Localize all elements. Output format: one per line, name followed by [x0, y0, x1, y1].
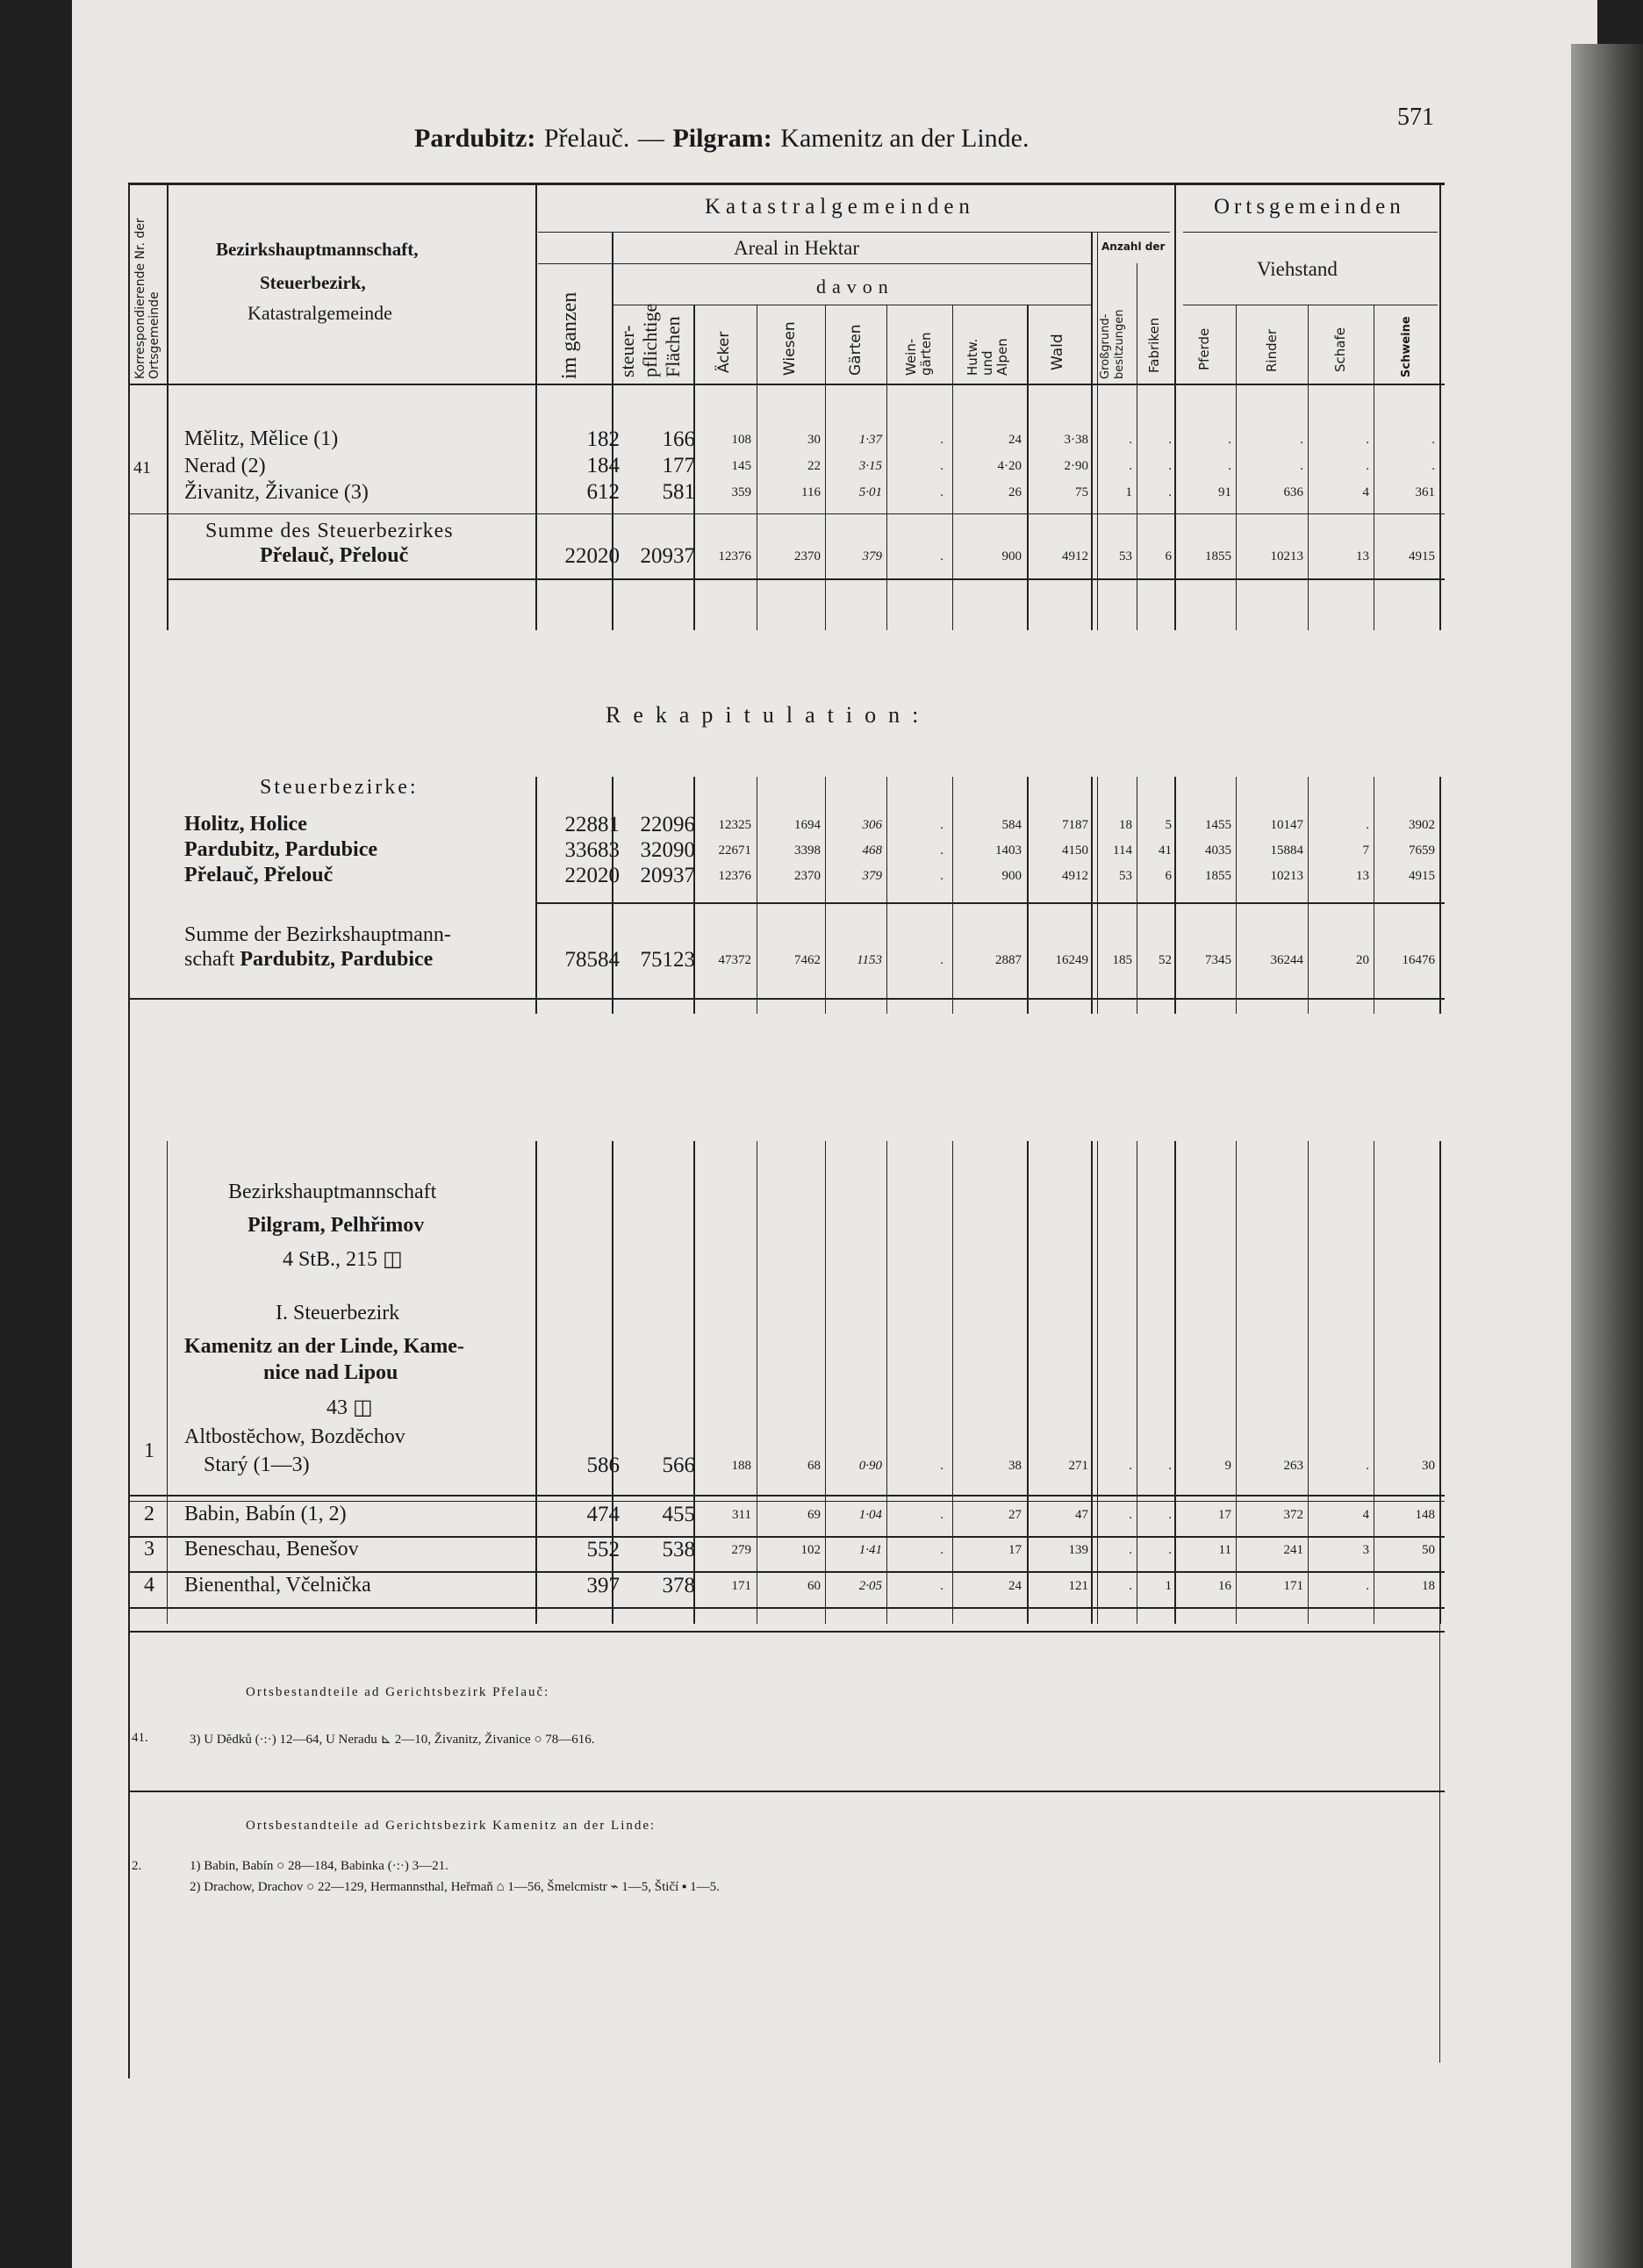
cell-gross: . [1129, 459, 1132, 473]
cell-pferde: . [1228, 459, 1231, 473]
cell-hutw: 900 [1001, 549, 1022, 563]
cell-rinder: 171 [1283, 1579, 1303, 1593]
cell-steuer: 75123 [640, 948, 695, 972]
cell-schweine: 7659 [1409, 843, 1435, 858]
recap-subtitle: Steuerbezirke: [260, 776, 419, 799]
cell-pferde: 7345 [1205, 953, 1231, 967]
s2-sb-line2: Kamenitz an der Linde, Kame- [184, 1335, 464, 1358]
cell-wald: 7187 [1062, 818, 1088, 832]
cell-aecker: 145 [731, 459, 751, 473]
title-part1: Pardubitz: [414, 124, 536, 153]
cell-aecker: 12376 [718, 549, 751, 563]
cell-fab: . [1168, 459, 1172, 473]
cell-gross: 185 [1112, 953, 1132, 967]
col-pferde: Pferde [1196, 327, 1212, 370]
cell-aecker: 311 [732, 1508, 751, 1522]
cell-ganz: 22020 [564, 864, 620, 887]
cell-gaerten: 1153 [857, 953, 882, 967]
cell-gross: . [1129, 1508, 1132, 1522]
cell-gaerten: 5·01 [858, 485, 882, 499]
col-steuer-1: steuer- [616, 325, 638, 377]
cell-fab: . [1168, 1459, 1172, 1473]
footnote1-text: 3) U Dĕdků (·:·) 12—64, U Neradu ⊾ 2—10, Živanitz, Živanice ○ 78—616. [190, 1733, 595, 1747]
cell-gaerten: 468 [862, 843, 882, 858]
cell-wald: 4912 [1062, 549, 1088, 563]
cell-ganz: 33683 [564, 838, 620, 862]
cell-wiesen: 2370 [794, 549, 821, 563]
cell-gross: 18 [1119, 818, 1132, 832]
cell-fab: 41 [1159, 843, 1172, 858]
title-dash: — [637, 124, 664, 153]
cell-aecker: 108 [731, 433, 751, 447]
recap-sum-label2 [184, 948, 433, 972]
cell-wald: 75 [1075, 485, 1088, 499]
cell-ganz: 612 [586, 480, 620, 504]
document-page [72, 0, 1597, 2268]
recap-row2-name: Pardubitz, Pardubice [184, 838, 377, 861]
cell-ganz: 397 [586, 1574, 620, 1597]
cell-schafe: 4 [1362, 485, 1369, 499]
cell-schafe: . [1366, 1579, 1369, 1593]
s2-sb-line3: nice nad Lipou [263, 1361, 398, 1384]
cell-fab: 1 [1165, 1579, 1172, 1593]
cell-wein: . [940, 953, 943, 967]
cell-wald: 271 [1068, 1459, 1088, 1473]
cell-ganz: 78584 [564, 948, 620, 972]
recap-sum-label2b: Pardubitz, Pardubice [240, 948, 434, 971]
col-district-line2: Steuerbezirk, [260, 272, 366, 293]
col-corr-nr: Korrespondierende Nr. der Ortsgemeinde [133, 218, 161, 379]
col-hutweiden: Hutw. und Alpen [965, 338, 1010, 376]
header-anzahl: Anzahl der [1101, 240, 1166, 253]
cell-ganz: 22881 [564, 813, 620, 836]
cell-wiesen: 102 [800, 1543, 821, 1557]
cell-gaerten: 1·41 [858, 1543, 882, 1557]
col-fabriken: Fabriken [1146, 317, 1162, 373]
cell-schweine: 4915 [1409, 869, 1435, 883]
cell-gaerten: 1·04 [858, 1508, 882, 1522]
cell-gross: 53 [1119, 869, 1132, 883]
cell-schafe: . [1366, 1459, 1369, 1473]
cell-aecker: 12325 [718, 818, 751, 832]
header-areal: Areal in Hektar [734, 237, 860, 259]
s2-row-nr: 1 [144, 1439, 154, 1462]
cell-wald: 139 [1068, 1543, 1088, 1557]
cell-schafe: 4 [1362, 1508, 1369, 1522]
col-steuer-3: Flächen [662, 316, 684, 377]
cell-steuer: 166 [662, 427, 695, 451]
cell-wald: 121 [1068, 1579, 1088, 1593]
cell-schweine: . [1431, 433, 1435, 447]
cell-aecker: 47372 [718, 953, 751, 967]
cell-rinder: 36244 [1270, 953, 1303, 967]
cell-ganz: 586 [586, 1453, 620, 1477]
cell-gaerten: 379 [862, 869, 882, 883]
cell-wiesen: 3398 [794, 843, 821, 858]
cell-schweine: . [1431, 459, 1435, 473]
cell-steuer: 581 [662, 480, 695, 504]
s1-sum-label1: Summe des Steuerbezirkes [205, 520, 454, 542]
col-district-line1: Bezirkshauptmannschaft, [216, 239, 419, 260]
cell-hutw: 24 [1008, 433, 1022, 447]
footnote2-line2: 2) Drachow, Drachov ○ 22—129, Hermannsthal, Heřmaň ⌂ 1—56, Šmelcmistr ⌁ 1—5, Štičí ▪ 1—5. [190, 1880, 720, 1894]
cell-rinder: 241 [1283, 1543, 1303, 1557]
cell-schafe: . [1366, 433, 1369, 447]
s1-row2-name: Nerad (2) [184, 455, 266, 477]
cell-schweine: 18 [1422, 1579, 1435, 1593]
cell-gaerten: 306 [862, 818, 882, 832]
cell-wein: . [940, 485, 943, 499]
cell-wiesen: 2370 [794, 869, 821, 883]
cell-rinder: . [1300, 459, 1303, 473]
s1-row3-name: Živanitz, Živanice (3) [184, 481, 369, 504]
cell-hutw: 584 [1001, 818, 1022, 832]
s2-bh-line3: 4 StB., 215 ◫ [283, 1248, 403, 1271]
page-number: 571 [1397, 104, 1434, 131]
cell-aecker: 359 [731, 485, 751, 499]
cell-hutw: 27 [1008, 1508, 1022, 1522]
cell-schafe: 13 [1356, 549, 1369, 563]
header-katastral: Katastralgemeinden [705, 195, 975, 219]
cell-rinder: 10213 [1270, 549, 1303, 563]
cell-ganz: 22020 [564, 544, 620, 568]
cell-wein: . [940, 1579, 943, 1593]
cell-pferde: . [1228, 433, 1231, 447]
s2-row-name: Bienenthal, Včelnička [184, 1574, 371, 1597]
cell-schafe: . [1366, 459, 1369, 473]
cell-aecker: 12376 [718, 869, 751, 883]
cell-wald: 2·90 [1064, 459, 1088, 473]
cell-aecker: 22671 [718, 843, 751, 858]
cell-rinder: 10213 [1270, 869, 1303, 883]
cell-fab: . [1168, 433, 1172, 447]
recap-row1-name: Holitz, Holice [184, 813, 307, 836]
cell-wein: . [940, 869, 943, 883]
footnote1-nr: 41. [132, 1731, 148, 1745]
cell-wein: . [940, 549, 943, 563]
cell-schweine: 50 [1422, 1543, 1435, 1557]
col-schafe: Schafe [1332, 327, 1348, 372]
footnote1-title: Ortsbestandteile ad Gerichtsbezirk Přelauč: [246, 1685, 550, 1699]
s1-row1-name: Mělitz, Mělice (1) [184, 427, 339, 450]
footnote2-nr: 2. [132, 1859, 142, 1873]
cell-rinder: 636 [1283, 485, 1303, 499]
s2-row-nr: 4 [144, 1574, 154, 1597]
header-ortsgemeinden: Ortsgemeinden [1214, 195, 1405, 219]
s2-bh-line1: Bezirkshauptmannschaft [228, 1181, 437, 1203]
cell-wiesen: 30 [807, 433, 821, 447]
title-part4: Kamenitz an der Linde. [780, 124, 1030, 153]
footnote2-title: Ortsbestandteile ad Gerichtsbezirk Kamenitz an der Linde: [246, 1819, 656, 1833]
cell-gross: 53 [1119, 549, 1132, 563]
col-gaerten: Gärten [847, 324, 865, 376]
cell-steuer: 22096 [640, 813, 695, 836]
cell-wein: . [940, 843, 943, 858]
cell-rinder: . [1300, 433, 1303, 447]
col-schweine: Schweine [1400, 316, 1413, 377]
cell-rinder: 372 [1283, 1508, 1303, 1522]
cell-gross: . [1129, 1459, 1132, 1473]
cell-hutw: 1403 [995, 843, 1022, 858]
col-grossgrund: Großgrund- besitzungen [1099, 309, 1126, 379]
cell-gross: . [1129, 1579, 1132, 1593]
cell-fab: . [1168, 1543, 1172, 1557]
page-title [414, 123, 1030, 154]
cell-wein: . [940, 1543, 943, 1557]
cell-ganz: 474 [586, 1503, 620, 1526]
cell-fab: 6 [1165, 869, 1172, 883]
cell-pferde: 9 [1224, 1459, 1231, 1473]
cell-pferde: 91 [1218, 485, 1231, 499]
cell-pferde: 17 [1218, 1508, 1231, 1522]
footnote2-line1: 1) Babin, Babín ○ 28—184, Babinka (·:·) 3—21. [190, 1859, 448, 1873]
recap-row3-name: Přelauč, Přelouč [184, 864, 334, 886]
cell-steuer: 32090 [640, 838, 695, 862]
cell-wald: 4912 [1062, 869, 1088, 883]
cell-pferde: 1455 [1205, 818, 1231, 832]
cell-schafe: 7 [1362, 843, 1369, 858]
cell-gaerten: 379 [862, 549, 882, 563]
cell-schafe: 13 [1356, 869, 1369, 883]
cell-hutw: 4·20 [997, 459, 1022, 473]
s2-sb-line1: I. Steuerbezirk [276, 1302, 400, 1324]
s2-row-nr: 2 [144, 1503, 154, 1525]
cell-wein: . [940, 1459, 943, 1473]
cell-rinder: 10147 [1270, 818, 1303, 832]
cell-schafe: 3 [1362, 1543, 1369, 1557]
cell-gross: 114 [1113, 843, 1132, 858]
cell-fab: 6 [1165, 549, 1172, 563]
cell-aecker: 279 [731, 1543, 751, 1557]
cell-hutw: 26 [1008, 485, 1022, 499]
cell-aecker: 171 [731, 1579, 751, 1593]
cell-wald: 3·38 [1064, 433, 1088, 447]
s2-bh-line2: Pilgram, Pelhřimov [248, 1214, 425, 1237]
cell-wald: 4150 [1062, 843, 1088, 858]
cell-wiesen: 116 [801, 485, 821, 499]
cell-steuer: 566 [662, 1453, 695, 1477]
cell-schweine: 4915 [1409, 549, 1435, 563]
cell-hutw: 24 [1008, 1579, 1022, 1593]
col-im-ganzen: im ganzen [558, 291, 581, 379]
cell-schafe: . [1366, 818, 1369, 832]
cell-schweine: 30 [1422, 1459, 1435, 1473]
title-part2: Přelauč. [543, 124, 630, 153]
cell-pferde: 11 [1218, 1543, 1231, 1557]
col-steuer-2: pflichtige [639, 303, 661, 377]
recap-sum-label2a: schaft [184, 948, 235, 971]
cell-rinder: 15884 [1270, 843, 1303, 858]
cell-ganz: 552 [586, 1538, 620, 1561]
cell-fab: . [1168, 1508, 1172, 1522]
cell-pferde: 1855 [1205, 869, 1231, 883]
cell-wiesen: 22 [807, 459, 821, 473]
cell-gaerten: 3·15 [858, 459, 882, 473]
cell-gaerten: 2·05 [858, 1579, 882, 1593]
cell-rinder: 263 [1283, 1459, 1303, 1473]
cell-wiesen: 7462 [794, 953, 821, 967]
cell-aecker: 188 [731, 1459, 751, 1473]
cell-wiesen: 69 [807, 1508, 821, 1522]
header-davon: davon [816, 276, 894, 298]
cell-steuer: 538 [662, 1538, 695, 1561]
cell-pferde: 16 [1218, 1579, 1231, 1593]
cell-wein: . [940, 1508, 943, 1522]
s1-sum-label2: Přelauč, Přelouč [260, 544, 409, 567]
cell-fab: 52 [1159, 953, 1172, 967]
s2-row-nr: 3 [144, 1538, 154, 1561]
header-viehstand: Viehstand [1257, 258, 1338, 280]
recap-title: Rekapitulation: [606, 702, 931, 728]
col-rinder: Rinder [1264, 328, 1280, 372]
cell-pferde: 4035 [1205, 843, 1231, 858]
section1-group-nr: 41 [133, 458, 151, 477]
cell-steuer: 378 [662, 1574, 695, 1597]
cell-wein: . [940, 818, 943, 832]
s2-row-name-cont: Starý (1—3) [204, 1453, 310, 1476]
cell-wald: 16249 [1055, 953, 1088, 967]
cell-schweine: 148 [1415, 1508, 1435, 1522]
cell-steuer: 455 [662, 1503, 695, 1526]
col-wald: Wald [1049, 334, 1066, 370]
col-district-line3: Katastralgemeinde [248, 302, 392, 324]
cell-gross: 1 [1125, 485, 1132, 499]
cell-wald: 47 [1075, 1508, 1088, 1522]
cell-schweine: 16476 [1402, 953, 1435, 967]
cell-steuer: 177 [662, 454, 695, 477]
cell-schafe: 20 [1356, 953, 1369, 967]
book-gutter [1571, 44, 1643, 2268]
cell-steuer: 20937 [640, 864, 695, 887]
cell-fab: . [1168, 485, 1172, 499]
title-part3: Pilgram: [672, 124, 772, 153]
cell-gross: . [1129, 1543, 1132, 1557]
cell-gaerten: 0·90 [858, 1459, 882, 1473]
cell-pferde: 1855 [1205, 549, 1231, 563]
cell-wein: . [940, 433, 943, 447]
cell-hutw: 900 [1001, 869, 1022, 883]
cell-ganz: 184 [586, 454, 620, 477]
cell-fab: 5 [1165, 818, 1172, 832]
col-aecker: Äcker [715, 331, 733, 373]
s2-row-name: Altbostĕchow, Bozdĕchov [184, 1425, 405, 1448]
cell-schweine: 361 [1415, 485, 1435, 499]
s2-sb-line4: 43 ◫ [326, 1396, 373, 1419]
s2-row-name: Babin, Babín (1, 2) [184, 1503, 347, 1525]
cell-hutw: 2887 [995, 953, 1022, 967]
cell-hutw: 17 [1008, 1543, 1022, 1557]
cell-hutw: 38 [1008, 1459, 1022, 1473]
recap-sum-label1: Summe der Bezirkshauptmann- [184, 923, 451, 946]
cell-wiesen: 60 [807, 1579, 821, 1593]
col-wiesen: Wiesen [781, 321, 799, 376]
cell-wein: . [940, 459, 943, 473]
cell-wiesen: 1694 [794, 818, 821, 832]
cell-ganz: 182 [586, 427, 620, 451]
cell-gross: . [1129, 433, 1132, 447]
col-weingaerten: Wein- gärten [903, 332, 934, 376]
cell-steuer: 20937 [640, 544, 695, 568]
s2-row-name: Beneschau, Benešov [184, 1538, 359, 1561]
cell-schweine: 3902 [1409, 818, 1435, 832]
cell-gaerten: 1·37 [858, 433, 882, 447]
cell-wiesen: 68 [807, 1459, 821, 1473]
